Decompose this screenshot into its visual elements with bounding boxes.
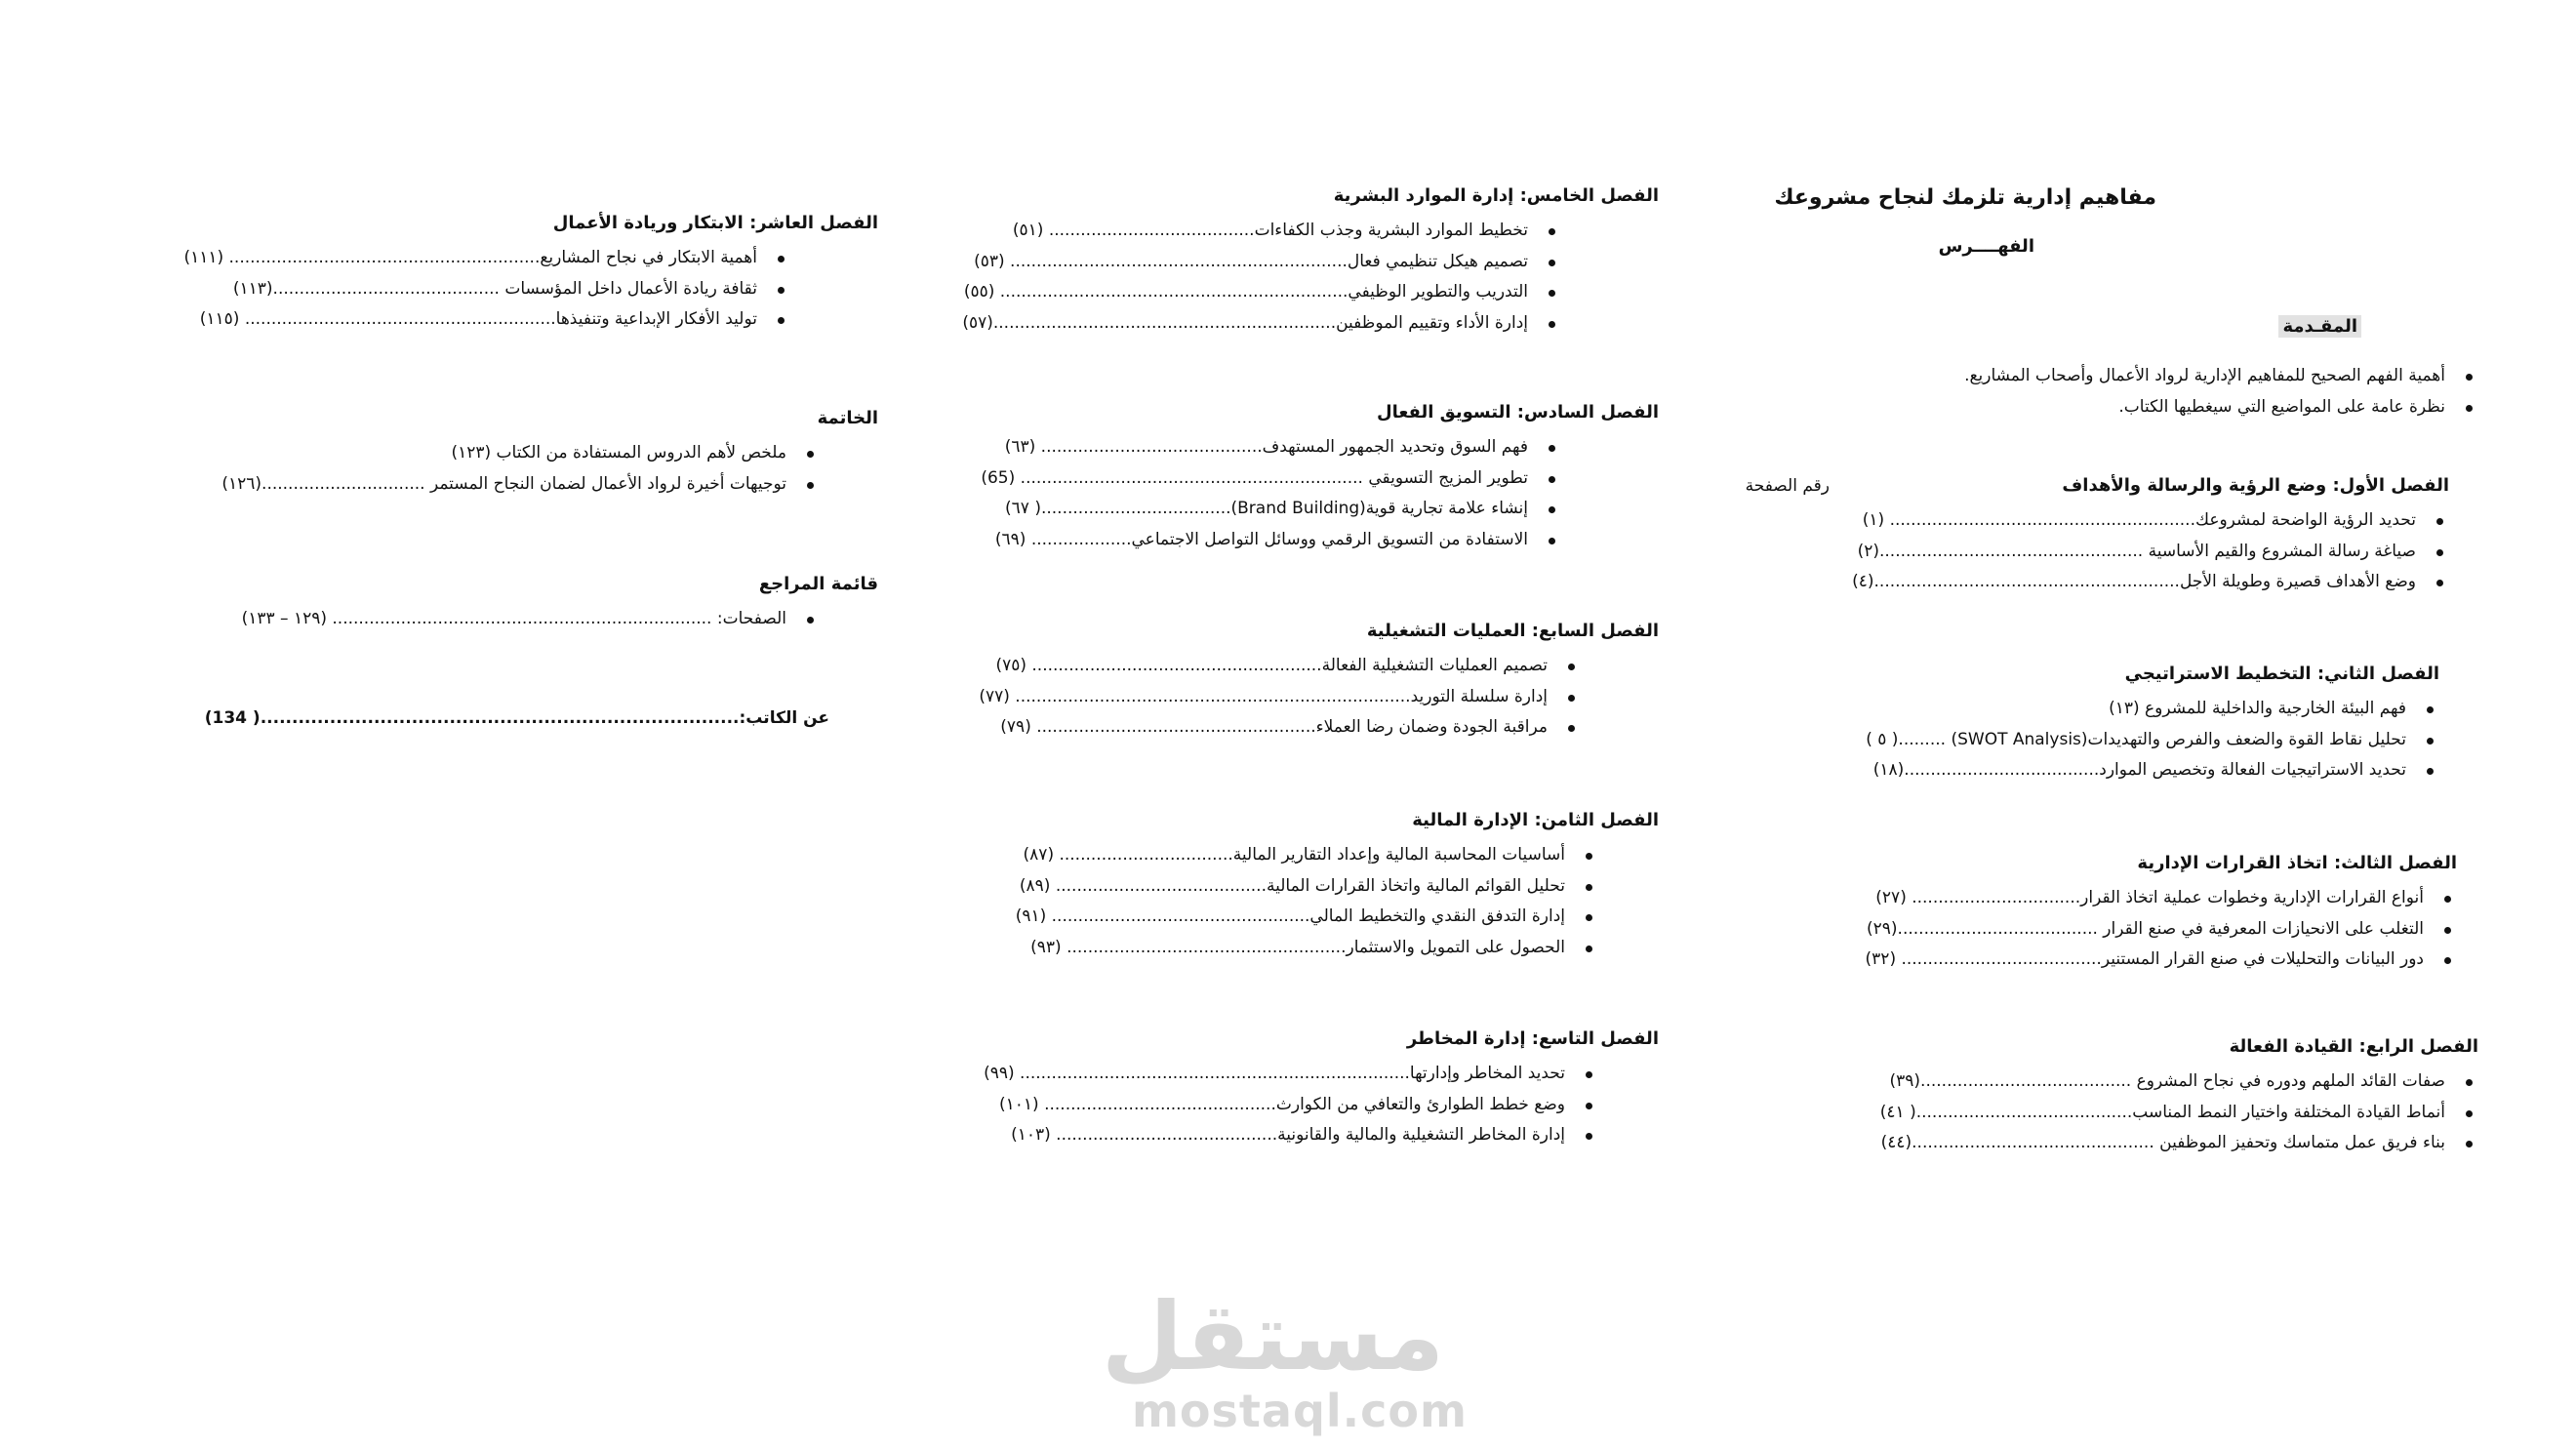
chapter-title: الفصل الخامس: إدارة الموارد البشرية xyxy=(1333,185,1659,206)
chapter-8-section xyxy=(956,810,1659,963)
list-item: صياغة رسالة المشروع والقيم الأساسية ..................................................(٢) xyxy=(1717,537,2449,568)
list-item: الصفحات: ........................................................................ (١٢٩ – ١٣٣) xyxy=(195,604,820,635)
chapter-title: الفصل الأول: وضع الرؤية والرسالة والأهداف xyxy=(2062,475,2449,496)
index-heading: الفهــــرس xyxy=(1938,236,2034,257)
chapter-title: الفصل السادس: التسويق الفعال xyxy=(1376,402,1659,423)
chapter-title: الفصل الثامن: الإدارة المالية xyxy=(1412,810,1659,830)
list-item: أنواع القرارات الإدارية وخطوات عملية اتخاذ القرار................................ (٢٧) xyxy=(1717,883,2457,914)
list-item: فهم البيئة الخارجية والداخلية للمشروع (١٣) xyxy=(1717,694,2439,725)
references-title: قائمة المراجع xyxy=(758,574,878,594)
chapter-title: الفصل الثاني: التخطيط الاستراتيجي xyxy=(2124,664,2439,684)
chapter-6-section xyxy=(956,402,1659,555)
document-title: مفاهيم إدارية تلزمك لنجاح مشروعك xyxy=(1774,185,2156,210)
list-item: تصميم العمليات التشغيلية الفعالة....................................................... (٧٥) xyxy=(956,651,1581,682)
about-author-line: عن الكاتب:............................................................................( 134) xyxy=(204,708,829,728)
list-item: صفات القائد الملهم ودوره في نجاح المشروع ........................................(٣٩) xyxy=(1717,1067,2478,1098)
list-item: مراقبة الجودة وضمان رضا العملاء..................................................... (٧٩) xyxy=(956,712,1581,744)
list-item: إدارة المخاطر التشغيلية والمالية والقانونية.......................................... (١٠٣) xyxy=(956,1120,1598,1151)
chapter-2-section xyxy=(1717,664,2439,786)
list-item: الحصول على التمويل والاستثمار..................................................... (٩٣) xyxy=(956,933,1598,964)
list-item: تحليل القوائم المالية واتخاذ القرارات المالية........................................ (٨٩) xyxy=(956,871,1598,903)
list-item: تحديد الاستراتيجيات الفعالة وتخصيص الموارد.....................................(١٨) xyxy=(1717,755,2439,786)
list-item: تطوير المزيج التسويقي ................................................................. (65) xyxy=(956,463,1561,495)
list-item: تحديد الرؤية الواضحة لمشروعك.......................................................... (١) xyxy=(1717,505,2449,537)
list-item: التغلب على الانحيازات المعرفية في صنع القرار ......................................(٢٩) xyxy=(1717,914,2457,946)
conclusion-section xyxy=(195,408,878,500)
conclusion-title: الخاتمة xyxy=(817,408,878,428)
introduction-heading: المقـدمة xyxy=(2278,315,2361,338)
chapter-5-section xyxy=(956,185,1659,339)
chapter-9-section xyxy=(956,1028,1659,1151)
list-item: تخطيط الموارد البشرية وجذب الكفاءات....................................... (٥١) xyxy=(956,216,1561,247)
list-item: إدارة الأداء وتقييم الموظفين.................................................................(٥٧) xyxy=(956,308,1561,340)
about-author-section xyxy=(195,708,829,728)
list-item: تحليل نقاط القوة والضعف والفرص والتهديدات(SWOT Analysis) .........( ٥ ) xyxy=(1717,725,2439,756)
list-item: ملخص لأهم الدروس المستفادة من الكتاب (١٢٣) xyxy=(195,438,820,469)
chapter-10-section xyxy=(183,213,878,336)
list-item: بناء فريق عمل متماسك وتحفيز الموظفين ..............................................(٤٤) xyxy=(1717,1128,2478,1159)
list-item: تحديد المخاطر وإدارتها.......................................................................... (٩٩) xyxy=(956,1059,1598,1090)
list-item: توجيهات أخيرة لرواد الأعمال لضمان النجاح المستمر ...............................(١٢٦) xyxy=(195,469,820,501)
chapter-3-section xyxy=(1717,853,2457,976)
list-item: أنماط القيادة المختلفة واختيار النمط المناسب.........................................( ٤١) xyxy=(1717,1098,2478,1129)
chapter-title: الفصل التاسع: إدارة المخاطر xyxy=(1406,1028,1659,1049)
chapter-title: الفصل السابع: العمليات التشغيلية xyxy=(1366,621,1659,641)
list-item: فهم السوق وتحديد الجمهور المستهدف.......................................... (٦٣) xyxy=(956,432,1561,463)
list-item: إدارة التدفق النقدي والتخطيط المالي................................................. (٩١) xyxy=(956,902,1598,933)
watermark-logo: مستقل xyxy=(1101,1282,1444,1391)
list-item: التدريب والتطوير الوظيفي.................................................................. (٥٥) xyxy=(956,277,1561,308)
list-item: دور البيانات والتحليلات في صنع القرار المستنير...................................... (٣٢) xyxy=(1717,945,2457,976)
list-item: إدارة سلسلة التوريد........................................................................... (٧٧) xyxy=(956,682,1581,713)
list-item: وضع الأهداف قصيرة وطويلة الأجل..........................................................(٤) xyxy=(1717,567,2449,598)
chapter-7-section xyxy=(956,621,1659,744)
list-item: ثقافة ريادة الأعمال داخل المؤسسات ...........................................(١١٣) xyxy=(195,274,790,305)
list-item: إنشاء علامة تجارية قوية(Brand Building)....................................( ٦٧) xyxy=(956,494,1561,525)
chapter-title: الفصل الرابع: القيادة الفعالة xyxy=(2229,1036,2478,1057)
chapter-4-section xyxy=(1717,1036,2478,1159)
list-item: وضع خطط الطوارئ والتعافي من الكوارث............................................ (١٠١) xyxy=(956,1090,1598,1121)
references-section xyxy=(195,574,878,635)
list-item: تصميم هيكل تنظيمي فعال................................................................ (٥٣) xyxy=(956,247,1561,278)
page-number-column-label: رقم الصفحة xyxy=(1745,476,1830,496)
list-item: أهمية الابتكار في نجاح المشاريع........................................................... (١١١) xyxy=(195,243,790,274)
chapter-title: الفصل الثالث: اتخاذ القرارات الإدارية xyxy=(2137,853,2457,873)
list-item: توليد الأفكار الإبداعية وتنفيذها........................................................... (١١٥) xyxy=(195,304,790,336)
list-item: أساسيات المحاسبة المالية وإعداد التقارير المالية................................. (٨٧) xyxy=(956,840,1598,871)
list-item: أهمية الفهم الصحيح للمفاهيم الإدارية لرواد الأعمال وأصحاب المشاريع. xyxy=(1717,361,2478,392)
watermark xyxy=(1101,1282,1468,1437)
list-item: الاستفادة من التسويق الرقمي ووسائل التواصل الاجتماعي................... (٦٩) xyxy=(956,525,1561,556)
chapter-title: الفصل العاشر: الابتكار وريادة الأعمال xyxy=(552,213,878,233)
introduction-section xyxy=(1717,361,2478,423)
list-item: نظرة عامة على المواضيع التي سيغطيها الكتاب. xyxy=(1717,392,2478,423)
watermark-url: mostaql.com xyxy=(1132,1385,1468,1437)
